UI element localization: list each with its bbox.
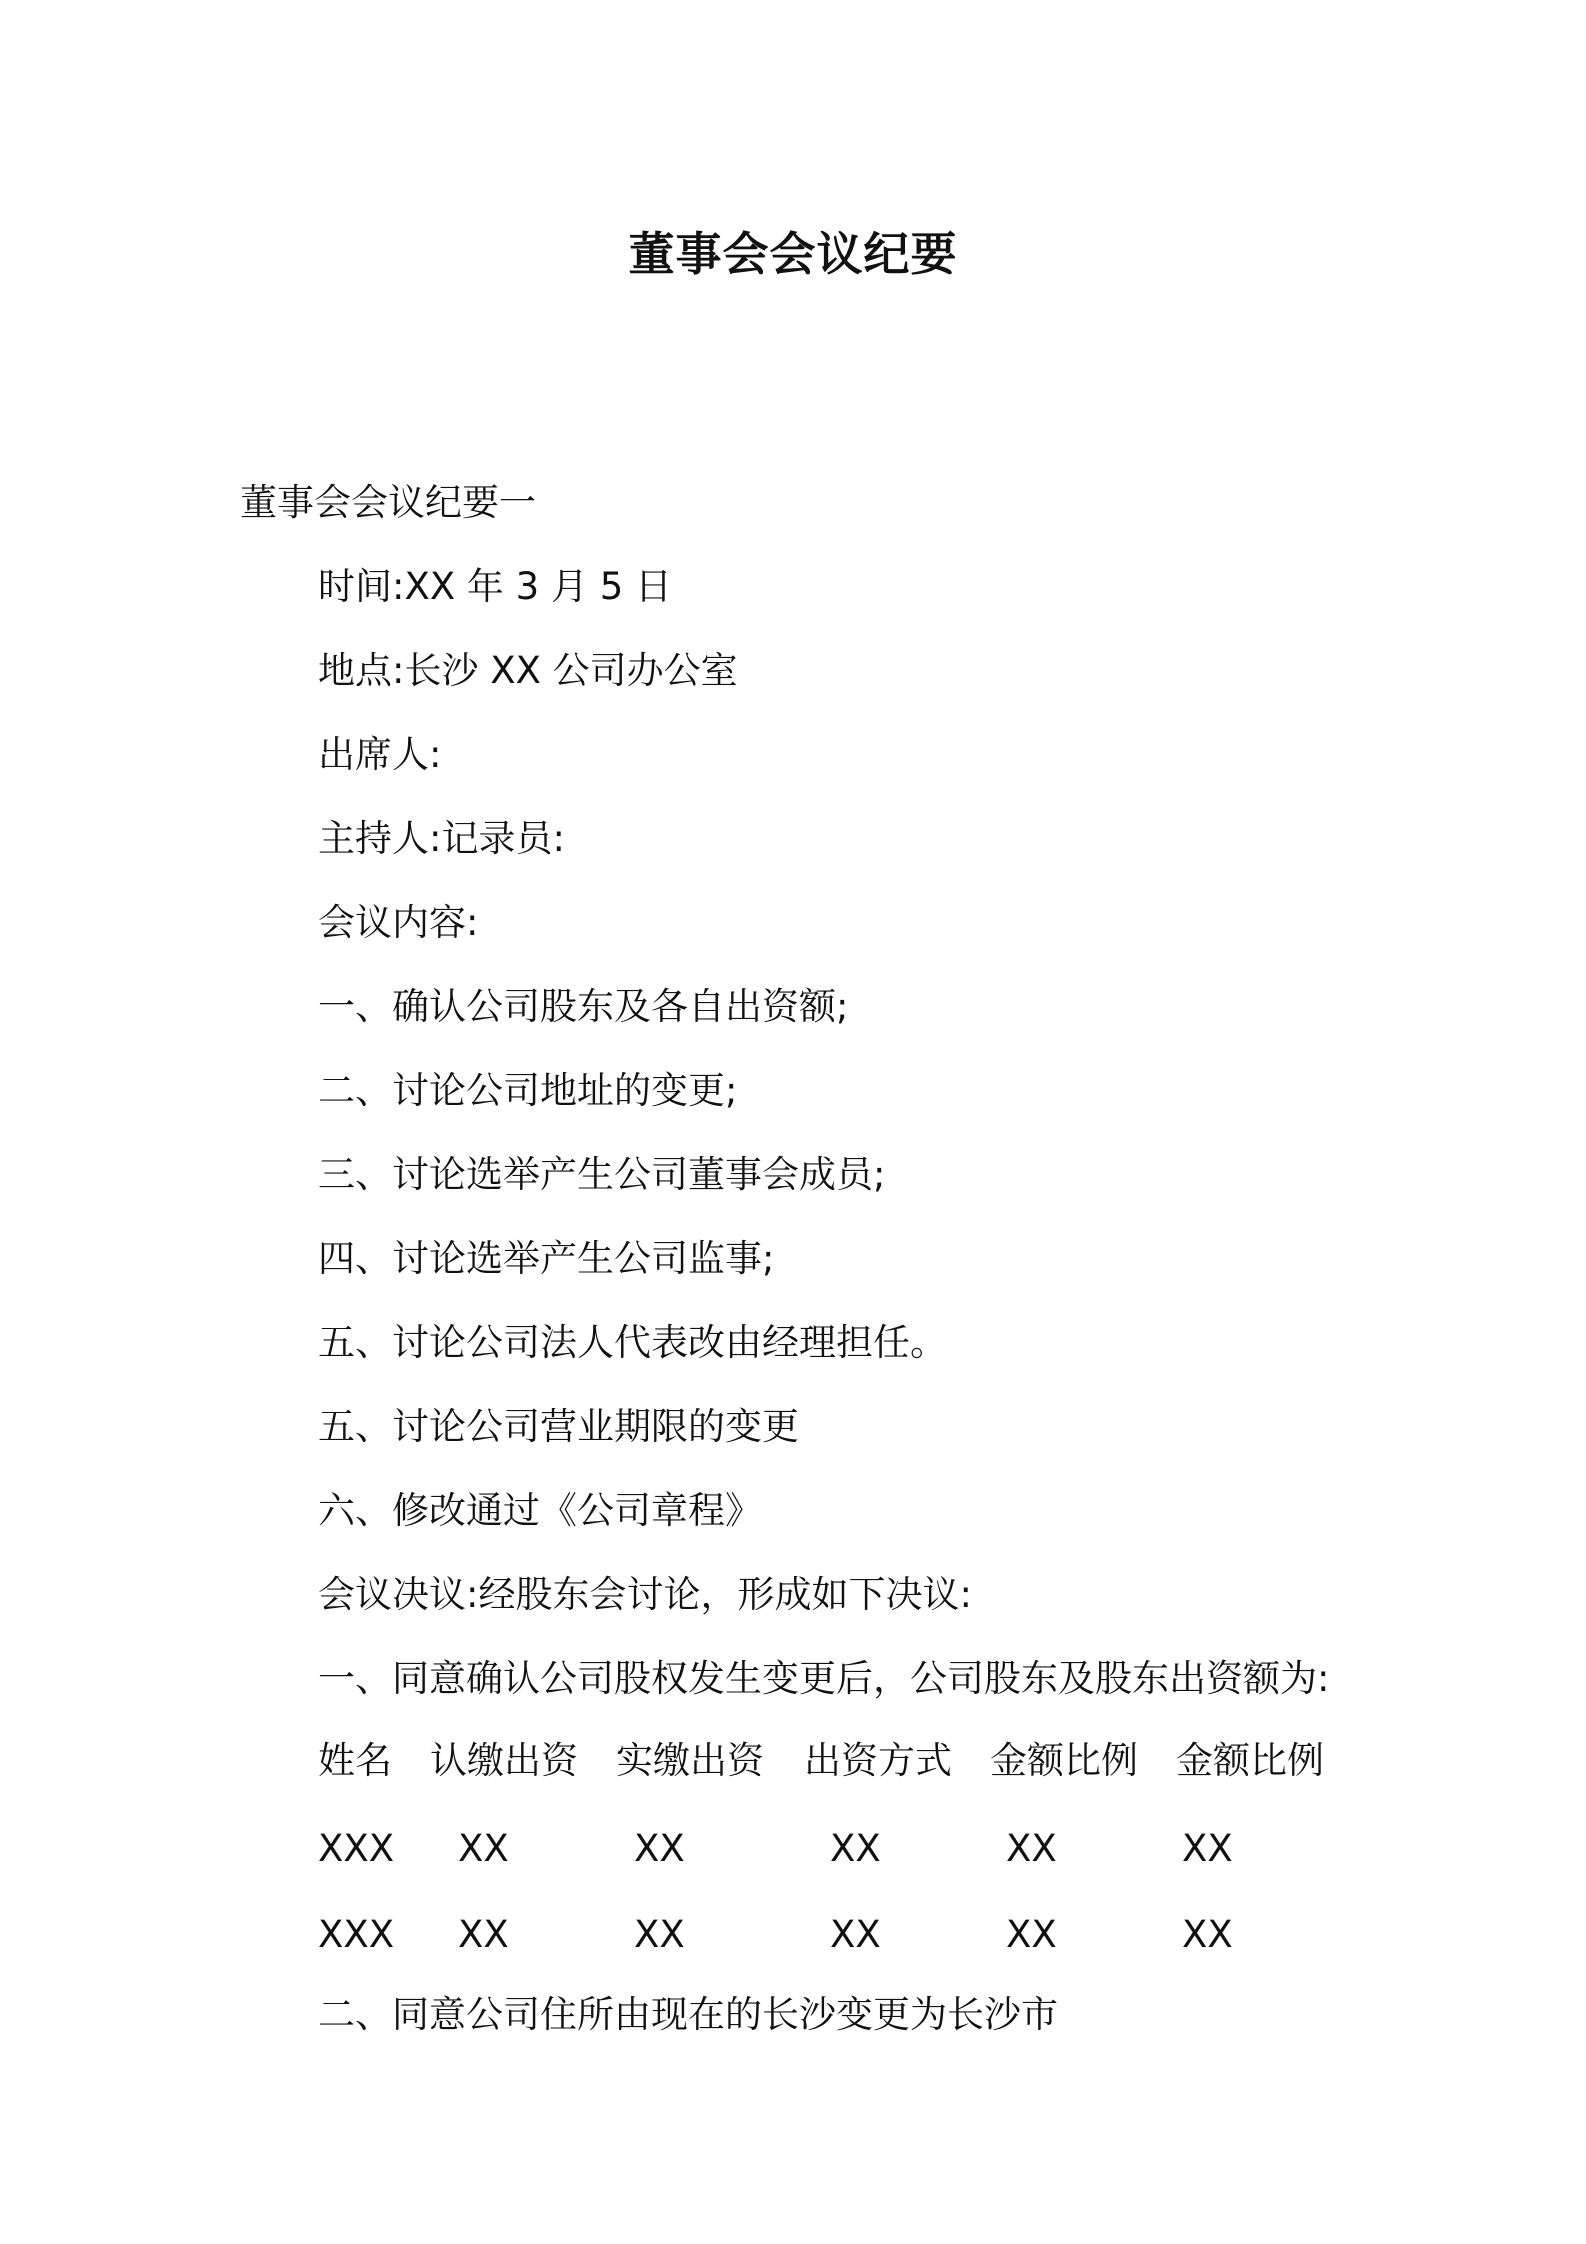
- table-header-row: [318, 1736, 1418, 1824]
- table-header-cell: 实缴出资: [616, 1739, 764, 1782]
- meeting-content-label: 会议内容:: [318, 901, 479, 944]
- table-row: [318, 1910, 1418, 1996]
- table-cell: XXX: [318, 1827, 395, 1870]
- table-header-cell: 金额比例: [1176, 1739, 1324, 1782]
- minutes-lines: [318, 562, 1518, 1738]
- agenda-item: 五、讨论公司法人代表改由经理担任。: [318, 1321, 947, 1364]
- table-cell: XX: [458, 1827, 509, 1870]
- agenda-item: 四、讨论选举产生公司监事;: [318, 1237, 775, 1280]
- host-recorder: 主持人:记录员:: [318, 817, 565, 860]
- agenda-item: 三、讨论选举产生公司董事会成员;: [318, 1153, 886, 1196]
- resolution-item: 二、同意公司住所由现在的长沙变更为长沙市: [318, 1993, 1058, 2036]
- meeting-location: 地点:长沙 XX 公司办公室: [318, 649, 738, 692]
- table-cell: XX: [634, 1827, 685, 1870]
- resolution-item: 一、同意确认公司股权发生变更后，公司股东及股东出资额为:: [318, 1657, 1330, 1700]
- agenda-item: 六、修改通过《公司章程》: [318, 1489, 762, 1532]
- table-cell: XXX: [318, 1913, 395, 1956]
- agenda-item: 二、讨论公司地址的变更;: [318, 1069, 738, 1112]
- table-cell: XX: [634, 1913, 685, 1956]
- table-header-cell: 出资方式: [804, 1739, 952, 1782]
- table-header-cell: 姓名: [318, 1739, 392, 1782]
- section-heading: 董事会会议纪要一: [240, 481, 536, 524]
- table-cell: XX: [458, 1913, 509, 1956]
- agenda-item: 一、确认公司股东及各自出资额;: [318, 985, 849, 1028]
- shareholder-table: [318, 1736, 1418, 1996]
- table-cell: XX: [830, 1827, 881, 1870]
- table-header-cell: 认缴出资: [430, 1739, 578, 1782]
- resolution-label: 会议决议:经股东会讨论，形成如下决议:: [318, 1573, 972, 1616]
- document-title: 董事会会议纪要: [628, 227, 958, 281]
- table-cell: XX: [1182, 1827, 1233, 1870]
- table-header-cell: 金额比例: [990, 1739, 1138, 1782]
- agenda-item: 五、讨论公司营业期限的变更: [318, 1405, 799, 1448]
- table-row: [318, 1824, 1418, 1910]
- attendees: 出席人:: [318, 733, 442, 776]
- table-cell: XX: [1006, 1827, 1057, 1870]
- table-cell: XX: [1006, 1913, 1057, 1956]
- meeting-time: 时间:XX 年 3 月 5 日: [318, 565, 673, 608]
- table-cell: XX: [830, 1913, 881, 1956]
- table-cell: XX: [1182, 1913, 1233, 1956]
